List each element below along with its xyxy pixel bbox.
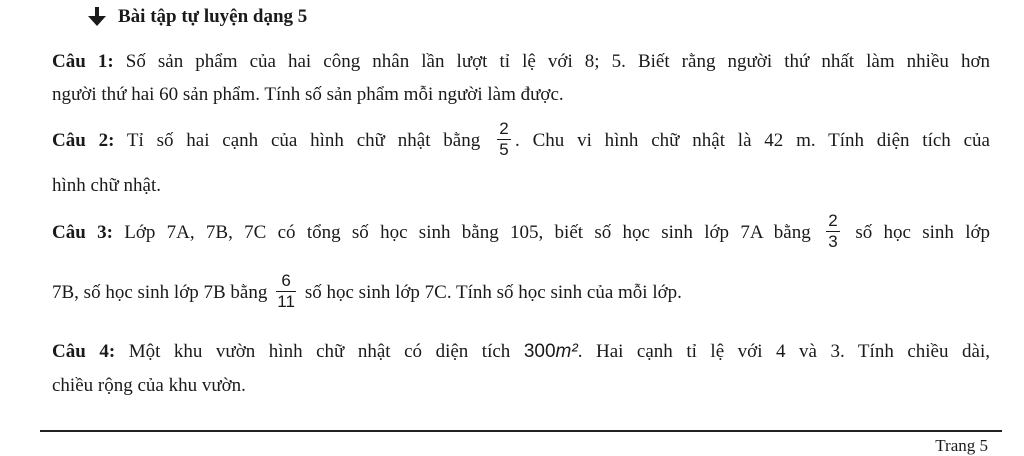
question-4 — [52, 342, 990, 402]
question-2-text-before: Tỉ số hai cạnh của hình chữ nhật bằng — [126, 130, 481, 151]
fraction-2-3 — [826, 212, 840, 251]
question-2 — [52, 120, 990, 200]
section-heading-text: Bài tập tự luyện dạng 5 — [118, 6, 308, 27]
question-2-text-after: . Chu vi hình chữ nhật là 42 m. Tính diện tích của — [515, 130, 990, 151]
question-4-text-after: . Hai cạnh tỉ lệ với 4 và 3. Tính chiều dài, — [577, 341, 990, 362]
section-heading — [86, 6, 307, 28]
page-number: Trang 5 — [935, 436, 988, 455]
question-3 — [52, 212, 990, 332]
area-number: 300 — [523, 341, 556, 362]
fraction-numerator: 6 — [281, 271, 291, 290]
question-1 — [52, 52, 990, 112]
question-1-line-1 — [52, 52, 990, 71]
area-unit: m² — [555, 341, 578, 362]
question-4-line-2: chiều rộng của khu vườn. — [52, 375, 246, 396]
question-3-line-2-after: số học sinh lớp 7C. Tính số học sinh của mỗi lớp. — [304, 282, 682, 303]
question-4-text-before: Một khu vườn hình chữ nhật có diện tích — [128, 341, 511, 362]
question-1-label: Câu 1: — [52, 51, 114, 72]
question-3-label: Câu 3: — [52, 222, 113, 243]
question-4-label: Câu 4: — [52, 341, 116, 362]
question-3-text-before: Lớp 7A, 7B, 7C có tổng số học sinh bằng 105, biết số học sinh lớp 7A bằng — [124, 222, 811, 243]
fraction-2-5 — [497, 120, 511, 159]
arrow-bullet-icon — [86, 6, 108, 28]
question-3-line-2 — [52, 271, 682, 313]
question-3-line-2-before: 7B, số học sinh lớp 7B bằng — [52, 282, 268, 303]
question-4-line-1 — [52, 342, 990, 361]
question-1-line-2: người thứ hai 60 sản phẩm. Tính số sản phẩm mỗi người làm được. — [52, 84, 564, 105]
fraction-numerator: 2 — [828, 211, 838, 230]
fraction-denominator: 11 — [277, 292, 295, 312]
question-2-label: Câu 2: — [52, 130, 115, 151]
area-value — [524, 341, 578, 362]
fraction-denominator: 3 — [828, 232, 838, 252]
question-2-line-1 — [52, 119, 990, 161]
footer-divider — [40, 430, 1002, 432]
question-3-text-after: số học sinh lớp — [855, 222, 991, 243]
fraction-denominator: 5 — [499, 140, 509, 160]
question-3-line-1 — [52, 211, 991, 253]
question-2-line-2: hình chữ nhật. — [52, 175, 161, 196]
fraction-6-11 — [276, 272, 296, 311]
fraction-numerator: 2 — [499, 119, 509, 138]
question-1-text-1: Số sản phẩm của hai công nhân lần lượt tỉ lệ với 8; 5. Biết rằng người thứ nhất làm nhiều hơn — [125, 51, 990, 72]
